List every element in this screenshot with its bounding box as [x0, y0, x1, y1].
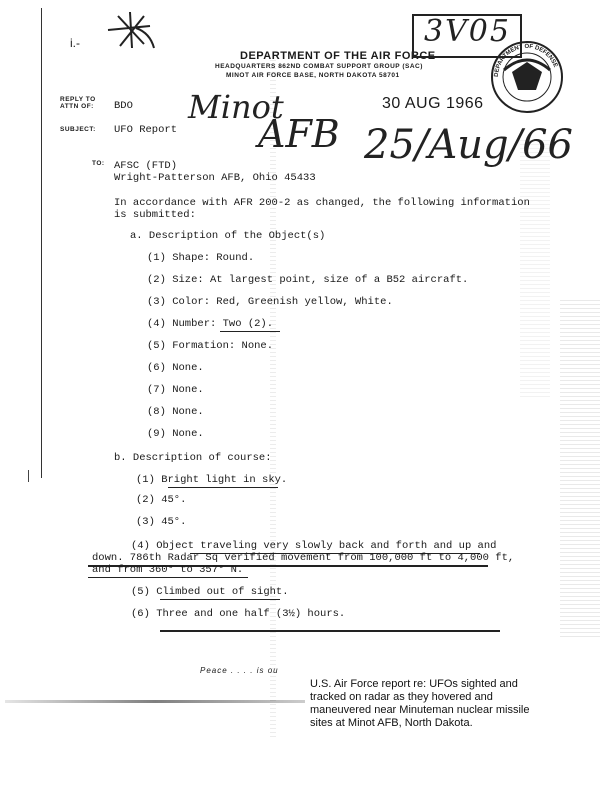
subject-label: SUBJECT:: [60, 126, 96, 133]
image-caption: U.S. Air Force report re: UFOs sighted and tracked on radar as they hovered and maneuvered near Minuteman nuclear missile sites at Minot AFB, North Dakota.: [310, 678, 530, 729]
a-item-5: (5) Formation: None.: [147, 340, 274, 352]
b-item-4-line-1: (4) Object traveling very slowly back and forth and up and: [131, 540, 497, 552]
reply-to-label: REPLY TO ATTN OF:: [60, 96, 96, 110]
footer-motto: Peace . . . . is ou: [200, 666, 279, 675]
b-item-5: (5) Climbed out of sight.: [131, 586, 289, 598]
handwritten-date: 25/Aug/66: [364, 122, 574, 168]
footer-scan-streak: [5, 700, 305, 703]
to-line-1: AFSC (FTD): [114, 160, 178, 172]
handwritten-location-minot: Minot: [188, 88, 284, 126]
scan-noise-right-top: [520, 140, 550, 400]
b-item-1-underline: [168, 487, 278, 488]
dod-seal: [490, 40, 564, 114]
b-item-4-line-3: and from 360° to 357° N.: [92, 564, 244, 576]
to-label: TO:: [92, 160, 105, 167]
date-stamp: 30 AUG 1966: [382, 95, 484, 112]
b-item-6-underline: [160, 630, 500, 632]
a-item-9: (9) None.: [147, 428, 204, 440]
seal-text: DEPARTMENT OF DEFENSE: [493, 43, 559, 78]
left-edge-tick: [28, 470, 29, 482]
scan-noise-center: [270, 60, 276, 740]
a-item-3: (3) Color: Red, Greenish yellow, White.: [147, 296, 393, 308]
a-item-4-underline: [220, 331, 280, 332]
reply-to-value: BDO: [114, 100, 133, 112]
b-item-3: (3) 45°.: [136, 516, 187, 528]
section-b-heading: b. Description of course:: [114, 452, 272, 464]
section-a-heading: a. Description of the Object(s): [130, 230, 326, 242]
hq-line: HEADQUARTERS 862ND COMBAT SUPPORT GROUP (SAC): [215, 63, 423, 70]
base-line: MINOT AIR FORCE BASE, NORTH DAKOTA 58701: [226, 72, 400, 79]
b-item-6: (6) Three and one half (3½) hours.: [131, 608, 346, 620]
file-number: 3V05: [424, 14, 511, 49]
left-margin-line: [41, 8, 42, 478]
b-item-2: (2) 45°.: [136, 494, 187, 506]
a-item-8: (8) None.: [147, 406, 204, 418]
a-item-4: (4) Number: Two (2).: [147, 318, 274, 330]
a-item-7: (7) None.: [147, 384, 204, 396]
handwritten-location-afb: AFB: [258, 112, 340, 156]
b4-line-3-underline: [88, 577, 248, 578]
department-title: DEPARTMENT OF THE AIR FORCE: [240, 50, 436, 62]
b-item-5-underline: [160, 599, 280, 600]
a-item-2: (2) Size: At largest point, size of a B52 aircraft.: [147, 274, 469, 286]
intro-line-1: In accordance with AFR 200-2 as changed, the following information: [114, 197, 530, 209]
scan-noise-right: [560, 300, 600, 640]
b-item-4-line-2: down. 786th Radar Sq verified movement from 100,000 ft to 4,000 ft,: [92, 552, 515, 564]
handwritten-star-mark: [100, 8, 160, 53]
corner-mark: i.-: [70, 36, 80, 50]
intro-line-2: is submitted:: [114, 209, 196, 221]
b-item-1: (1) Bright light in sky.: [136, 474, 288, 486]
subject-value: UFO Report: [114, 124, 178, 136]
a-item-1: (1) Shape: Round.: [147, 252, 255, 264]
a-item-6: (6) None.: [147, 362, 204, 374]
to-line-2: Wright-Patterson AFB, Ohio 45433: [114, 172, 316, 184]
